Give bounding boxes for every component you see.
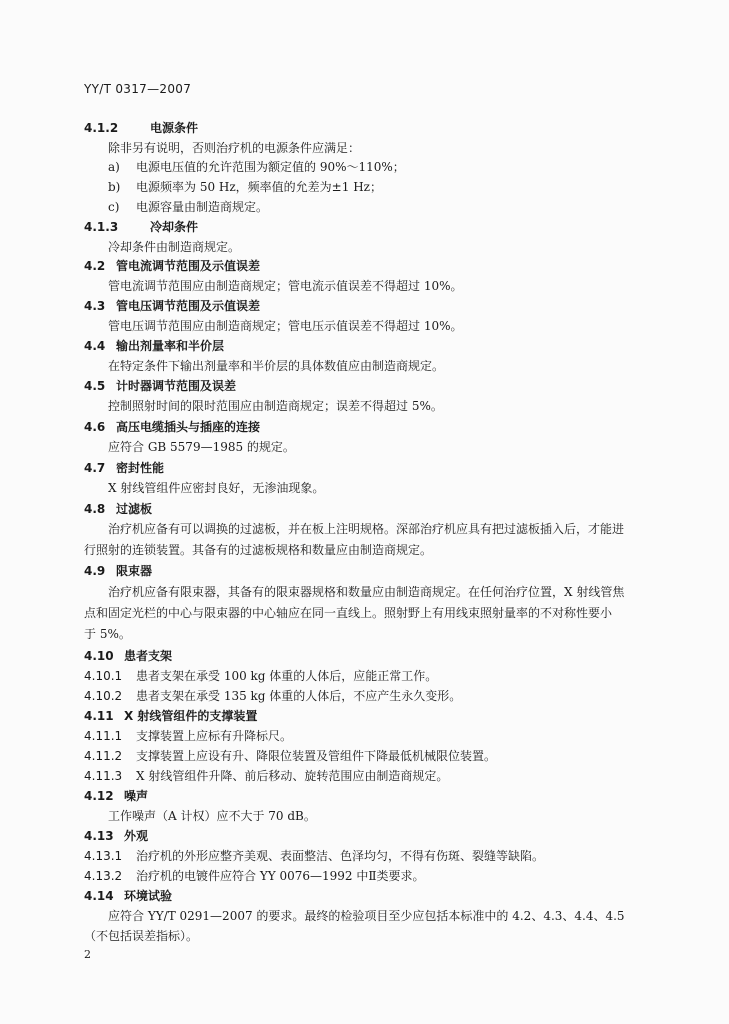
- list-item: [108, 160, 405, 174]
- clause-number: 4.10.2: [84, 689, 123, 703]
- paragraph: 管电压调节范围应由制造商规定；管电压示值误差不得超过 10%。: [108, 319, 463, 333]
- paragraph: 治疗机应备有可以调换的过滤板，并在板上注明规格。深部治疗机应具有把过滤板插入后，才能进: [108, 522, 625, 536]
- clause-text: X 射线管组件升降、前后移动、旋转范围应由制造商规定。: [136, 769, 449, 783]
- section-number: 4.13: [84, 829, 114, 843]
- section-heading-4-9: [84, 564, 152, 578]
- list-label: a): [108, 160, 120, 174]
- section-heading-4-14: [84, 889, 172, 903]
- clause-4-10-1: [84, 669, 437, 683]
- section-number: 4.3: [84, 299, 106, 313]
- section-title: 噪声: [124, 789, 149, 803]
- clause-number: 4.13.2: [84, 869, 123, 883]
- section-heading-4-1-2: [84, 121, 198, 135]
- clause-text: 支撑装置上应标有升降标尺。: [136, 729, 293, 743]
- clause-4-11-2: [84, 749, 496, 763]
- section-title: 计时器调节范围及误差: [116, 379, 237, 393]
- section-number: 4.7: [84, 461, 106, 475]
- paragraph: 冷却条件由制造商规定。: [108, 240, 241, 254]
- clause-number: 4.10.1: [84, 669, 123, 683]
- list-text: 电源容量由制造商规定。: [136, 200, 269, 214]
- section-heading-4-8: [84, 502, 152, 516]
- section-title: 冷却条件: [150, 220, 199, 234]
- paragraph: 应符合 GB 5579—1985 的规定。: [108, 440, 295, 454]
- section-number: 4.5: [84, 379, 106, 393]
- section-title: 管电压调节范围及示值误差: [116, 299, 261, 313]
- section-number: 4.14: [84, 889, 114, 903]
- section-number: 4.9: [84, 564, 106, 578]
- clause-text: 治疗机的电镀件应符合 YY 0076—1992 中Ⅱ类要求。: [136, 869, 425, 883]
- paragraph: 点和固定光栏的中心与限束器的中心轴应在同一直线上。照射野上有用线束照射量率的不对称性要小: [84, 606, 613, 620]
- paragraph: （不包括误差指标）。: [84, 929, 199, 943]
- paragraph: 应符合 YY/T 0291—2007 的要求。最终的检验项目至少应包括本标准中的 4.2、4.3、4.4、4.5: [108, 909, 625, 923]
- clause-text: 支撑装置上应设有升、降限位装置及管组件下降最低机械限位装置。: [136, 749, 497, 763]
- section-number: 4.1.3: [84, 220, 119, 234]
- list-label: b): [108, 180, 121, 194]
- section-heading-4-3: [84, 299, 260, 313]
- section-heading-4-7: [84, 461, 164, 475]
- section-number: 4.6: [84, 420, 106, 434]
- section-title: 患者支架: [124, 649, 173, 663]
- section-title: 电源条件: [150, 121, 199, 135]
- clause-text: 患者支架在承受 100 kg 体重的人体后，应能正常工作。: [136, 669, 438, 683]
- section-heading-4-13: [84, 829, 148, 843]
- section-title: 外观: [124, 829, 149, 843]
- clause-number: 4.11.3: [84, 769, 123, 783]
- list-item: [108, 180, 382, 194]
- paragraph: 治疗机应备有限束器，其备有的限束器规格和数量应由制造商规定。在任何治疗位置，X 射线管焦: [108, 585, 625, 599]
- clause-number: 4.11.1: [84, 729, 123, 743]
- clause-4-13-2: [84, 869, 425, 883]
- section-title: 过滤板: [116, 502, 153, 516]
- clause-4-13-1: [84, 849, 544, 863]
- page-number: 2: [84, 948, 91, 961]
- section-number: 4.2: [84, 259, 106, 273]
- section-number: 4.12: [84, 789, 114, 803]
- section-title: 环境试验: [124, 889, 173, 903]
- list-item: [108, 200, 268, 214]
- clause-number: 4.13.1: [84, 849, 123, 863]
- standard-header: YY/T 0317—2007: [84, 82, 192, 96]
- list-text: 电源电压值的允许范围为额定值的 90%～110%；: [136, 160, 405, 174]
- list-text: 电源频率为 50 Hz，频率值的允差为±1 Hz；: [136, 180, 382, 194]
- section-heading-4-2: [84, 259, 260, 273]
- section-heading-4-10: [84, 649, 172, 663]
- clause-4-11-3: [84, 769, 448, 783]
- section-number: 4.11: [84, 709, 114, 723]
- section-number: 4.10: [84, 649, 114, 663]
- clause-4-11-1: [84, 729, 292, 743]
- section-heading-4-5: [84, 379, 236, 393]
- section-heading-4-4: [84, 339, 224, 353]
- section-heading-4-6: [84, 420, 260, 434]
- section-title: 密封性能: [116, 461, 165, 475]
- section-title: 输出剂量率和半价层: [116, 339, 225, 353]
- list-label: c): [108, 200, 120, 214]
- section-heading-4-11: [84, 709, 257, 723]
- section-number: 4.4: [84, 339, 106, 353]
- paragraph: 管电流调节范围应由制造商规定；管电流示值误差不得超过 10%。: [108, 279, 463, 293]
- clause-number: 4.11.2: [84, 749, 123, 763]
- paragraph: 控制照射时间的限时范围应由制造商规定；误差不得超过 5%。: [108, 399, 443, 413]
- section-title: X 射线管组件的支撑装置: [124, 709, 258, 723]
- paragraph: 于 5%。: [84, 627, 131, 641]
- paragraph: 行照射的连锁装置。其备有的过滤板规格和数量应由制造商规定。: [84, 543, 433, 557]
- section-heading-4-12: [84, 789, 148, 803]
- clause-text: 治疗机的外形应整齐美观、表面整洁、色泽均匀，不得有伤斑、裂缝等缺陷。: [136, 849, 545, 863]
- section-heading-4-1-3: [84, 220, 198, 234]
- clause-text: 患者支架在承受 135 kg 体重的人体后，不应产生永久变形。: [136, 689, 462, 703]
- section-title: 限束器: [116, 564, 153, 578]
- section-title: 管电流调节范围及示值误差: [116, 259, 261, 273]
- paragraph: 除非另有说明，否则治疗机的电源条件应满足：: [108, 141, 361, 155]
- paragraph: 工作噪声（A 计权）应不大于 70 dB。: [108, 809, 316, 823]
- paragraph: 在特定条件下输出剂量率和半价层的具体数值应由制造商规定。: [108, 359, 445, 373]
- section-number: 4.1.2: [84, 121, 119, 135]
- paragraph: X 射线管组件应密封良好，无渗油现象。: [108, 481, 325, 495]
- section-title: 高压电缆插头与插座的连接: [116, 420, 261, 434]
- clause-4-10-2: [84, 689, 461, 703]
- section-number: 4.8: [84, 502, 106, 516]
